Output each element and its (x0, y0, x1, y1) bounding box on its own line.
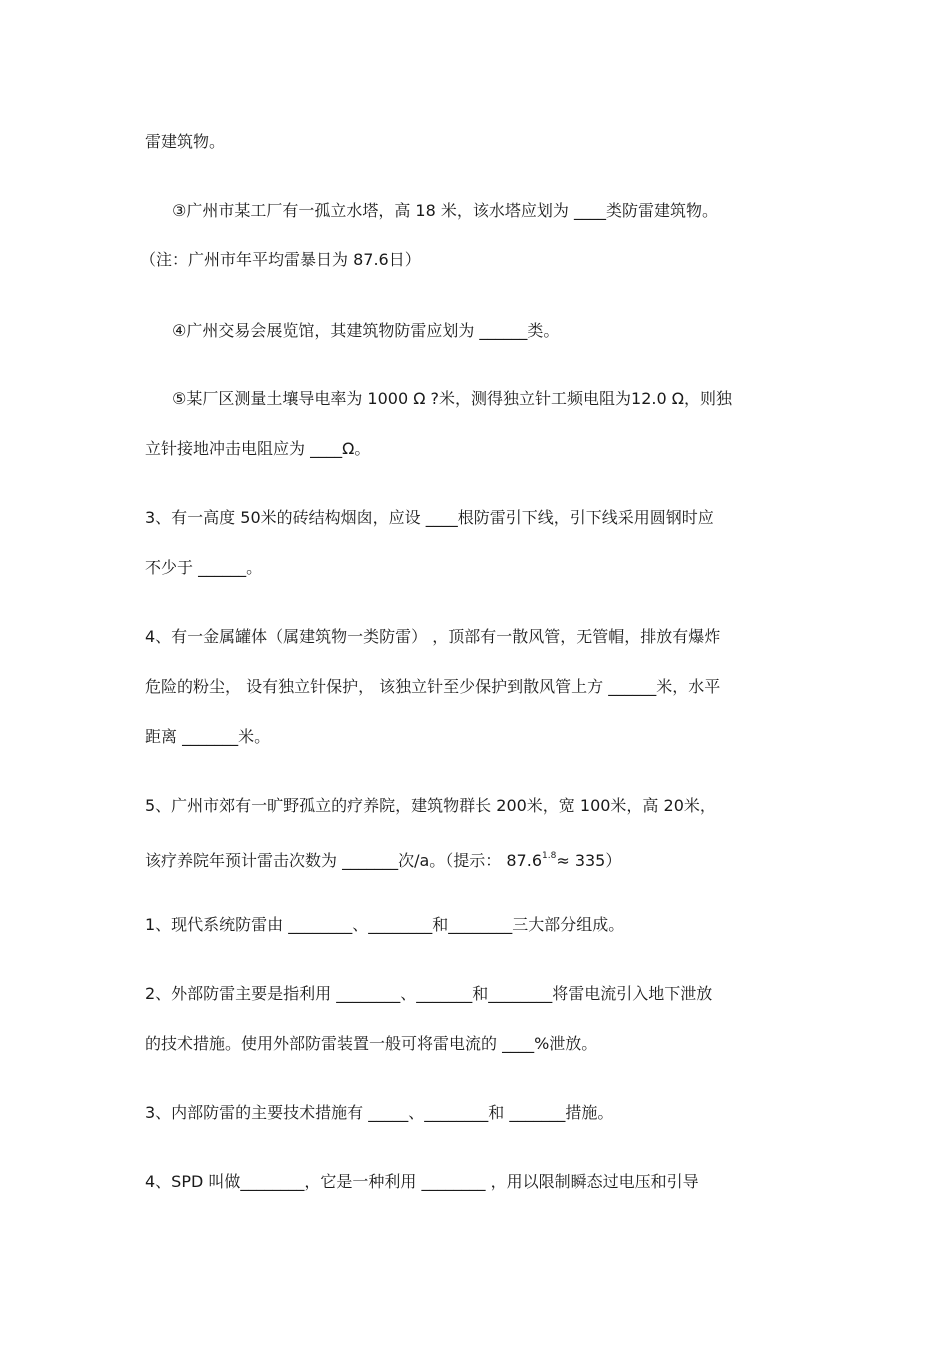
text-line-9: 4、有一金属罐体（属建筑物一类防雷） ，顶部有一散风管，无管帽，排放有爆炸 (145, 627, 721, 646)
text-line-3: （注：广州市年平均雷暴日为 87.6日） (140, 250, 421, 269)
text-line-6: 立针接地冲击电阻应为 ____Ω。 (145, 439, 371, 458)
text-line-4: ④广州交易会展览馆，其建筑物防雷应划为 ______类。 (172, 321, 560, 340)
text-line-13 (145, 845, 621, 872)
text-line-1: 雷建筑物。 (145, 132, 226, 151)
text-line-13-prefix: 该疗养院年预计雷击次数为 _______次/a。（提示： 87.6 (145, 851, 542, 870)
text-line-13-suffix: ≈ 335） (556, 851, 622, 870)
text-line-13-exponent: 1.8 (542, 851, 557, 861)
text-line-2: ③广州市某工厂有一孤立水塔，高 18 米，该水塔应划为 ____类防雷建筑物。 (172, 201, 718, 220)
text-line-5: ⑤某厂区测量土壤导电率为 1000 Ω ?米，测得独立针工频电阻为12.0 Ω，则独 (172, 389, 732, 408)
text-line-14: 1、现代系统防雷由 ________、________和________三大部分组成。 (145, 915, 625, 934)
text-line-12: 5、广州市郊有一旷野孤立的疗养院，建筑物群长 200米，宽 100米，高 20米， (145, 796, 716, 815)
text-line-18: 4、SPD 叫做________，它是一种利用 ________ ，用以限制瞬态过电压和引导 (145, 1172, 699, 1191)
text-line-10: 危险的粉尘， 设有独立针保护， 该独立针至少保护到散风管上方 ______米，水平 (145, 677, 721, 696)
text-line-15: 2、外部防雷主要是指利用 ________、_______和________将雷电流引入地下泄放 (145, 984, 713, 1003)
text-line-17: 3、内部防雷的主要技术措施有 _____、________和 _______措施。 (145, 1103, 614, 1122)
text-line-11: 距离 _______米。 (145, 727, 271, 746)
text-line-7: 3、有一高度 50米的砖结构烟囱，应设 ____根防雷引下线，引下线采用圆钢时应 (145, 508, 714, 527)
text-line-8: 不少于 ______。 (145, 558, 263, 577)
text-line-16: 的技术措施。使用外部防雷装置一般可将雷电流的 ____%泄放。 (145, 1034, 598, 1053)
